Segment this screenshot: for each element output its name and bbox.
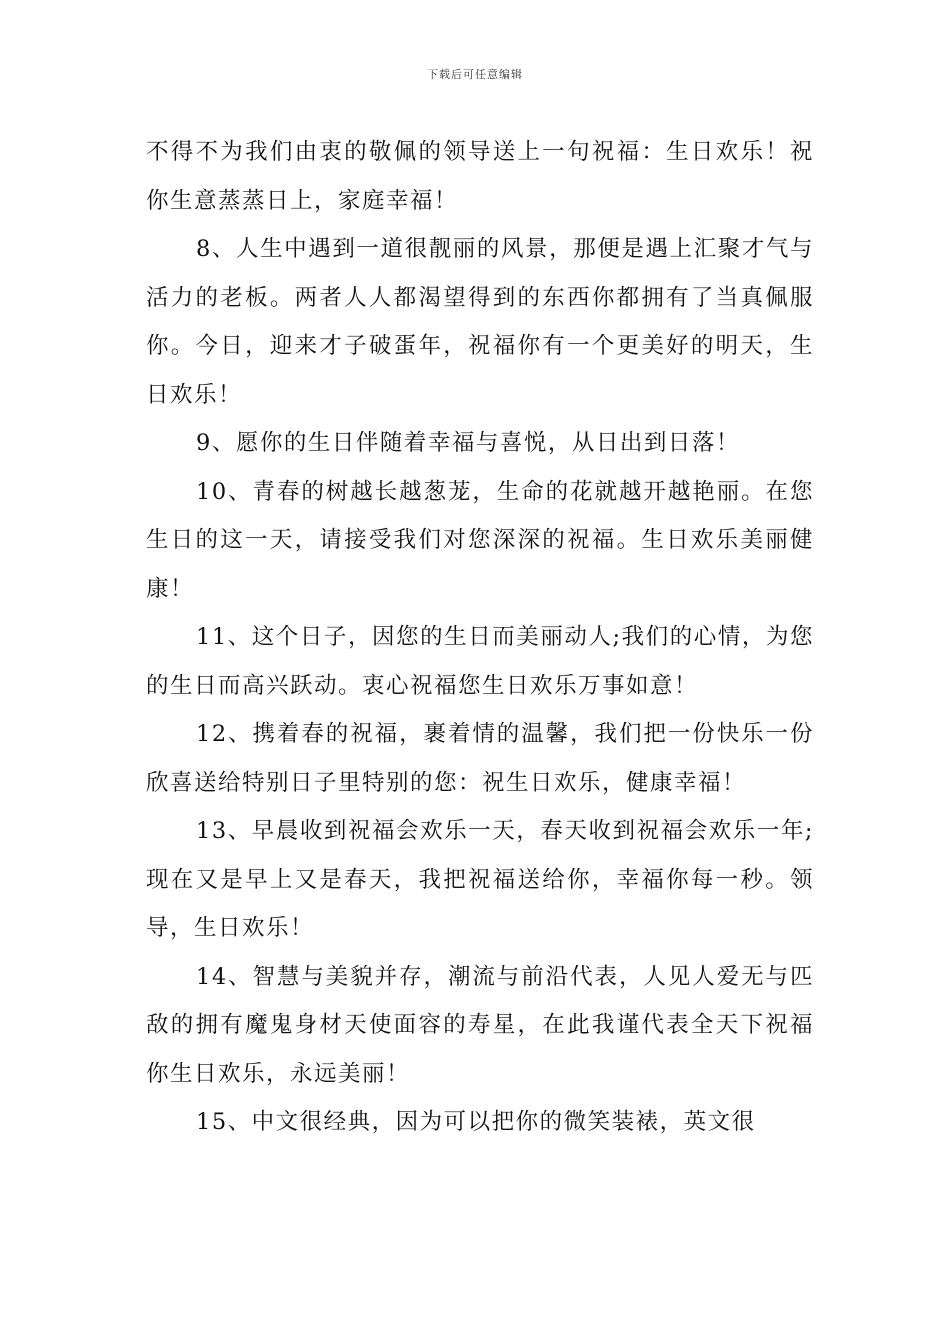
paragraph: 8、人生中遇到一道很靓丽的风景，那便是遇上汇聚才气与活力的老板。两者人人都渴望得到的东西你都拥有了当真佩服你。今日，迎来才子破蛋年，祝福你有一个更美好的明天，生日欢乐！ bbox=[146, 236, 814, 408]
paragraph: 14、智慧与美貌并存，潮流与前沿代表，人见人爱无与匹敌的拥有魔鬼身材天使面容的寿星，在此我谨代表全天下祝福你生日欢乐，永远美丽！ bbox=[146, 963, 814, 1087]
paragraph: 不得不为我们由衷的敬佩的领导送上一句祝福：生日欢乐！祝你生意蒸蒸日上，家庭幸福！ bbox=[146, 139, 814, 214]
paragraph: 13、早晨收到祝福会欢乐一天，春天收到祝福会欢乐一年;现在又是早上又是春天，我把祝福送给你，幸福你每一秒。领导，生日欢乐！ bbox=[146, 818, 814, 941]
paragraph: 10、青春的树越长越葱茏，生命的花就越开越艳丽。在您生日的这一天，请接受我们对您深深的祝福。生日欢乐美丽健康！ bbox=[146, 478, 814, 602]
paragraph: 15、中文很经典，因为可以把你的微笑装裱，英文很 bbox=[196, 1109, 756, 1135]
paragraph: 9、愿你的生日伴随着幸福与喜悦，从日出到日落！ bbox=[196, 430, 740, 456]
document-body bbox=[146, 128, 814, 1147]
paragraph: 12、携着春的祝福，裹着情的温馨，我们把一份快乐一份欣喜送给特别日子里特别的您：祝生日欢乐，健康幸福！ bbox=[146, 721, 814, 796]
page-header: 下载后可任意编辑 bbox=[427, 68, 523, 81]
paragraph: 11、这个日子，因您的生日而美丽动人;我们的心情，为您的生日而高兴跃动。衷心祝福您生日欢乐万事如意！ bbox=[146, 624, 814, 699]
